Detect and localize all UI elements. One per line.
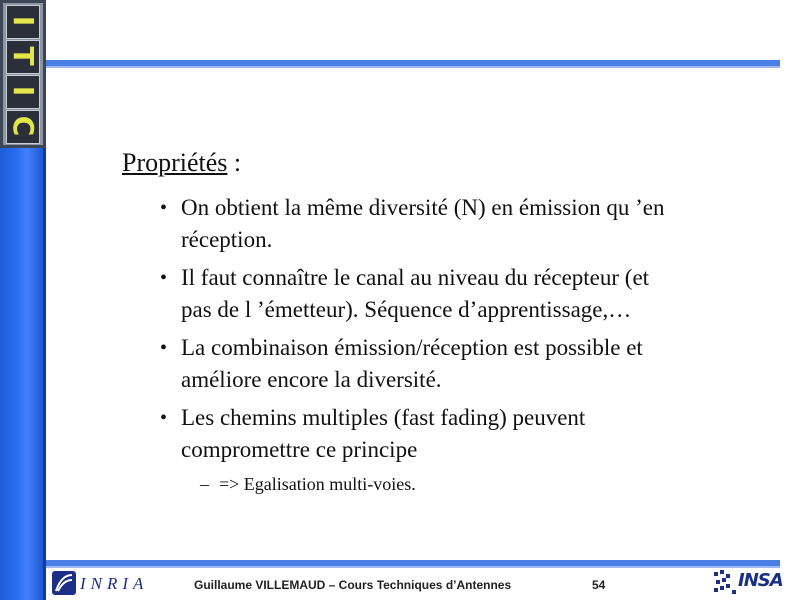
heading-suffix: : xyxy=(227,148,242,177)
bullet-line-2: pas de l ’émetteur). Séquence d’apprentissage,… xyxy=(181,297,632,322)
bullet-dot-icon: • xyxy=(160,197,168,219)
bullet-item xyxy=(160,332,770,396)
bullet-line-2: réception. xyxy=(181,227,273,252)
citi-letter-1: I xyxy=(7,15,40,27)
bullet-item xyxy=(160,402,770,466)
bullet-line-1: On obtient la même diversité (N) en émission qu ’en xyxy=(181,195,665,220)
bullet-item xyxy=(160,262,770,326)
sub-bullet-text: => Egalisation multi-voies. xyxy=(219,474,416,494)
page-number: 54 xyxy=(592,578,606,592)
bullet-dot-icon: • xyxy=(160,407,168,429)
sub-bullet xyxy=(200,474,416,495)
bullet-list xyxy=(160,192,770,472)
citi-letter-2: T xyxy=(7,46,40,66)
slide-heading xyxy=(122,148,241,178)
bullet-dot-icon: • xyxy=(160,337,168,359)
top-rule xyxy=(46,60,780,66)
inria-wordmark: INRIA xyxy=(80,574,149,593)
citi-letter-3: I xyxy=(7,85,40,97)
heading-text: Propriétés xyxy=(122,148,228,177)
bottom-rule xyxy=(46,560,780,566)
inria-mark-icon xyxy=(52,571,76,595)
citi-logo xyxy=(0,0,46,148)
bullet-dot-icon: • xyxy=(160,267,168,289)
bullet-item xyxy=(160,192,770,256)
citi-letter-4: C xyxy=(7,115,40,137)
bullet-line-2: améliore encore la diversité. xyxy=(181,367,442,392)
insa-logo xyxy=(712,568,790,598)
bullet-line-1: La combinaison émission/réception est possible et xyxy=(181,335,643,360)
inria-logo xyxy=(50,570,160,598)
bullet-line-2: compromettre ce principe xyxy=(181,437,418,462)
bullet-line-1: Les chemins multiples (fast fading) peuvent xyxy=(181,405,586,430)
insa-wordmark: INSA xyxy=(738,570,783,591)
bullet-line-1: Il faut connaître le canal au niveau du récepteur (et xyxy=(181,265,650,290)
sub-bullet-dash: – xyxy=(200,474,209,494)
footer-author-course: Guillaume VILLEMAUD – Cours Techniques d’Antennes xyxy=(194,578,512,592)
